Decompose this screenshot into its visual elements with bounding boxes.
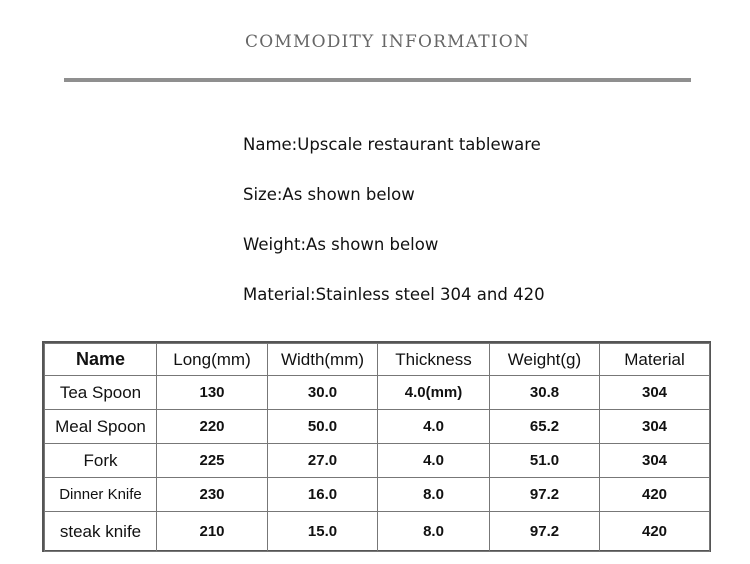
table-header-row [45, 344, 710, 376]
table-row [45, 512, 710, 552]
table-cell: 304 [600, 410, 710, 444]
table-cell: 30.0 [268, 376, 378, 410]
table-cell: 65.2 [490, 410, 600, 444]
item-name: Dinner Knife [45, 478, 157, 512]
item-name: steak knife [45, 512, 157, 552]
info-name: Name:Upscale restaurant tableware [243, 135, 541, 154]
table-cell: 210 [157, 512, 268, 552]
column-header: Width(mm) [268, 344, 378, 376]
table-cell: 97.2 [490, 512, 600, 552]
info-size: Size:As shown below [243, 185, 415, 204]
table-cell: 97.2 [490, 478, 600, 512]
column-header: Weight(g) [490, 344, 600, 376]
table-cell: 27.0 [268, 444, 378, 478]
table-cell: 4.0(mm) [378, 376, 490, 410]
spec-table [42, 341, 711, 552]
item-name: Meal Spoon [45, 410, 157, 444]
table-row [45, 410, 710, 444]
table-cell: 304 [600, 444, 710, 478]
table-cell: 304 [600, 376, 710, 410]
table-cell: 16.0 [268, 478, 378, 512]
item-name: Tea Spoon [45, 376, 157, 410]
table-row [45, 376, 710, 410]
table-cell: 51.0 [490, 444, 600, 478]
info-material: Material:Stainless steel 304 and 420 [243, 285, 545, 304]
table-cell: 230 [157, 478, 268, 512]
table-cell: 8.0 [378, 512, 490, 552]
table-cell: 8.0 [378, 478, 490, 512]
column-header: Long(mm) [157, 344, 268, 376]
table-row [45, 444, 710, 478]
table-cell: 420 [600, 478, 710, 512]
table-cell: 50.0 [268, 410, 378, 444]
table-cell: 130 [157, 376, 268, 410]
column-header: Material [600, 344, 710, 376]
table-cell: 15.0 [268, 512, 378, 552]
column-header: Name [45, 344, 157, 376]
table-cell: 420 [600, 512, 710, 552]
header-divider [64, 78, 691, 82]
table-cell: 30.8 [490, 376, 600, 410]
table-row [45, 478, 710, 512]
table-cell: 4.0 [378, 410, 490, 444]
table-cell: 220 [157, 410, 268, 444]
item-name: Fork [45, 444, 157, 478]
table-cell: 4.0 [378, 444, 490, 478]
table-cell: 225 [157, 444, 268, 478]
column-header: Thickness [378, 344, 490, 376]
product-info [243, 135, 545, 335]
page-title: COMMODITY INFORMATION [245, 32, 530, 52]
info-weight: Weight:As shown below [243, 235, 439, 254]
